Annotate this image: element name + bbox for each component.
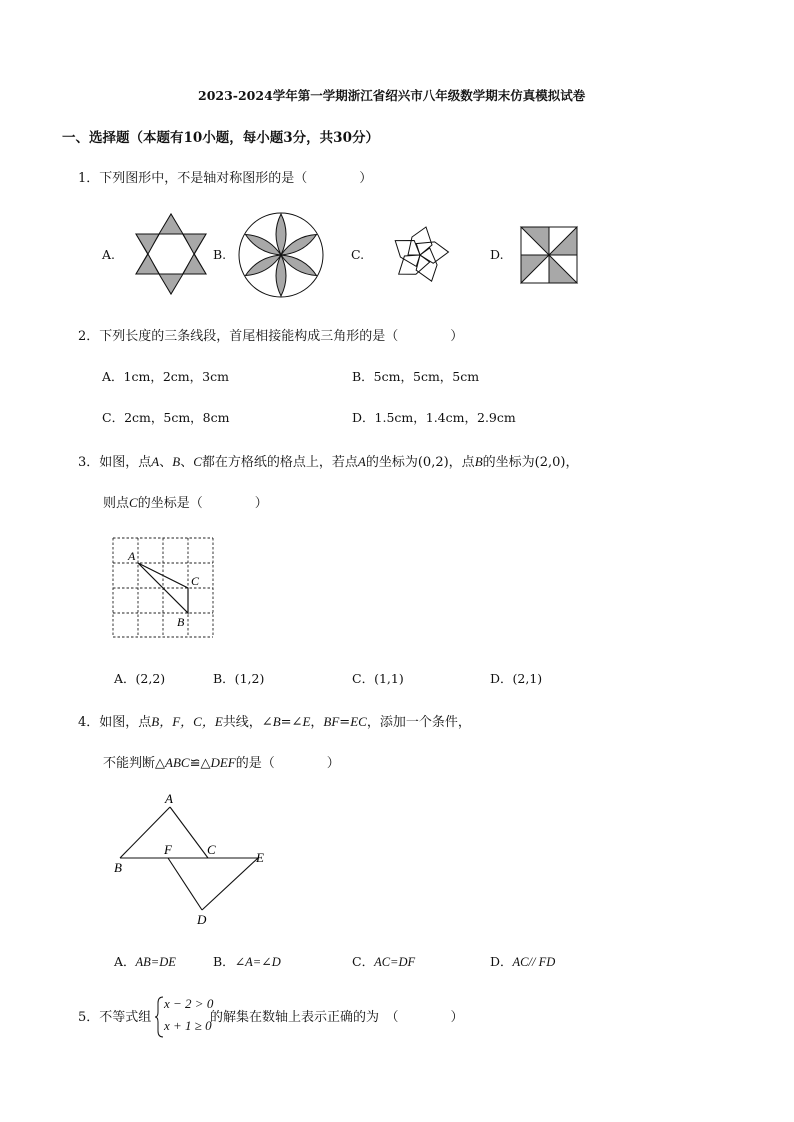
q3-point-c2: C xyxy=(129,495,138,510)
question-3-stem-line1 xyxy=(78,451,578,470)
q3-point-c: C xyxy=(193,454,202,469)
tri-label-b: B xyxy=(114,860,122,875)
tri-label-c: C xyxy=(207,842,216,857)
q3-option-d: D．(2,1) xyxy=(490,671,543,686)
tri-label-d: D xyxy=(197,912,207,927)
q3-text-5b: 的坐标是（ ） xyxy=(137,496,268,511)
q4-option-c-letter: C． xyxy=(352,954,375,969)
question-4-stem-line2 xyxy=(103,752,340,771)
q4-angle-e: E xyxy=(302,714,311,729)
grid-label-b: B xyxy=(177,615,185,629)
question-5-stem-suffix: 的解集在数轴上表示正确的为 （ ） xyxy=(210,1010,464,1025)
q4-text-1: 4．如图，点 xyxy=(78,715,152,730)
q1-option-c-label: C. xyxy=(351,247,365,262)
q4-tri-abc: ABC xyxy=(165,755,190,770)
q3-text-3: 的坐标为(0,2)，点 xyxy=(365,455,475,470)
pinwheel-figure xyxy=(518,224,580,286)
q4-text-7: 不能判断△ xyxy=(103,756,165,771)
q4-text-4: ， xyxy=(310,715,324,730)
q4-angle-b: B xyxy=(272,714,281,729)
q4-option-c-text: AC=DF xyxy=(374,955,416,969)
q3-point-b: B xyxy=(172,454,181,469)
q3-sep-2: 、 xyxy=(180,455,194,470)
q4-seg-ec: EC xyxy=(350,714,367,729)
inequality-1: x − 2 > 0 xyxy=(164,996,214,1011)
q4-text-5: = xyxy=(339,715,351,730)
q4-text-6: ，添加一个条件， xyxy=(366,715,471,730)
q3-text-5a: 则点 xyxy=(103,496,130,511)
flower-circle-figure xyxy=(236,210,326,300)
page-title: 2023-2024学年第一学期浙江省绍兴市八年级数学期末仿真模拟试卷 xyxy=(198,88,586,103)
tri-label-a: A xyxy=(165,791,173,806)
q1-option-d-label: D. xyxy=(490,247,504,262)
q2-option-d: D．1.5cm，1.4cm，2.9cm xyxy=(352,410,516,425)
tri-label-e: E xyxy=(256,850,264,865)
q3-point-a: A xyxy=(151,454,160,469)
q3-option-a: A．(2,2) xyxy=(114,671,166,686)
hexagram-figure xyxy=(127,211,215,299)
question-1-stem: 1．下列图形中，不是轴对称图形的是（ ） xyxy=(78,171,373,186)
q2-option-c: C．2cm，5cm，8cm xyxy=(102,410,230,425)
q3-text-2: 都在方格纸的格点上，若点 xyxy=(201,455,358,470)
q4-option-b xyxy=(213,952,281,970)
q4-option-d-text: AC// FD xyxy=(512,955,556,969)
q1-option-b-label: B. xyxy=(213,247,227,262)
q4-option-a-text: AB=DE xyxy=(135,955,176,969)
q4-option-a-letter: A． xyxy=(114,954,136,969)
q4-option-b-text: ∠A=∠D xyxy=(234,955,281,969)
q3-point-b2: B xyxy=(474,454,483,469)
grid-label-c: C xyxy=(191,574,200,588)
q2-option-a: A．1cm，2cm，3cm xyxy=(102,369,229,384)
q3-text-1: 3．如图，点 xyxy=(78,455,152,470)
q3-option-c: C．(1,1) xyxy=(352,671,404,686)
tri-label-f: F xyxy=(164,842,172,857)
q1-option-a-label: A. xyxy=(102,247,116,262)
q3-point-a2: A xyxy=(357,454,366,469)
q4-text-2: 共线，∠ xyxy=(222,715,273,730)
q3-sep-1: 、 xyxy=(159,455,173,470)
grid-figure xyxy=(108,534,220,642)
q4-text-9: 的是（ ） xyxy=(235,756,340,771)
q4-option-d-letter: D． xyxy=(490,954,513,969)
system-brace xyxy=(154,996,164,1038)
question-2-stem: 2．下列长度的三条线段，首尾相接能构成三角形的是（ ） xyxy=(78,329,464,344)
q4-text-8: ≌△ xyxy=(189,756,211,771)
section-heading: 一、选择题（本题有10小题，每小题3分，共30分） xyxy=(62,130,379,146)
q4-option-a xyxy=(114,952,176,970)
q4-text-3: =∠ xyxy=(280,715,303,730)
q4-option-c xyxy=(352,952,415,970)
q4-tri-def: DEF xyxy=(210,755,236,770)
q3-option-b: B．(1,2) xyxy=(213,671,265,686)
q3-text-4: 的坐标为(2,0)， xyxy=(482,455,579,470)
grid-label-a: A xyxy=(128,549,136,563)
triangles-figure xyxy=(108,790,278,930)
question-5-stem-prefix: 5．不等式组 xyxy=(78,1010,152,1025)
q4-option-b-letter: B． xyxy=(213,954,235,969)
q4-seg-bf: BF xyxy=(323,714,340,729)
q4-option-d xyxy=(490,952,555,970)
q4-points: B，F，C，E xyxy=(151,714,223,729)
q2-option-b: B．5cm，5cm，5cm xyxy=(352,369,480,384)
inequality-2: x + 1 ≥ 0 xyxy=(164,1018,212,1033)
question-3-stem-line2 xyxy=(103,492,268,511)
question-4-stem-line1 xyxy=(78,711,471,730)
rhombus-star-figure xyxy=(372,212,468,298)
